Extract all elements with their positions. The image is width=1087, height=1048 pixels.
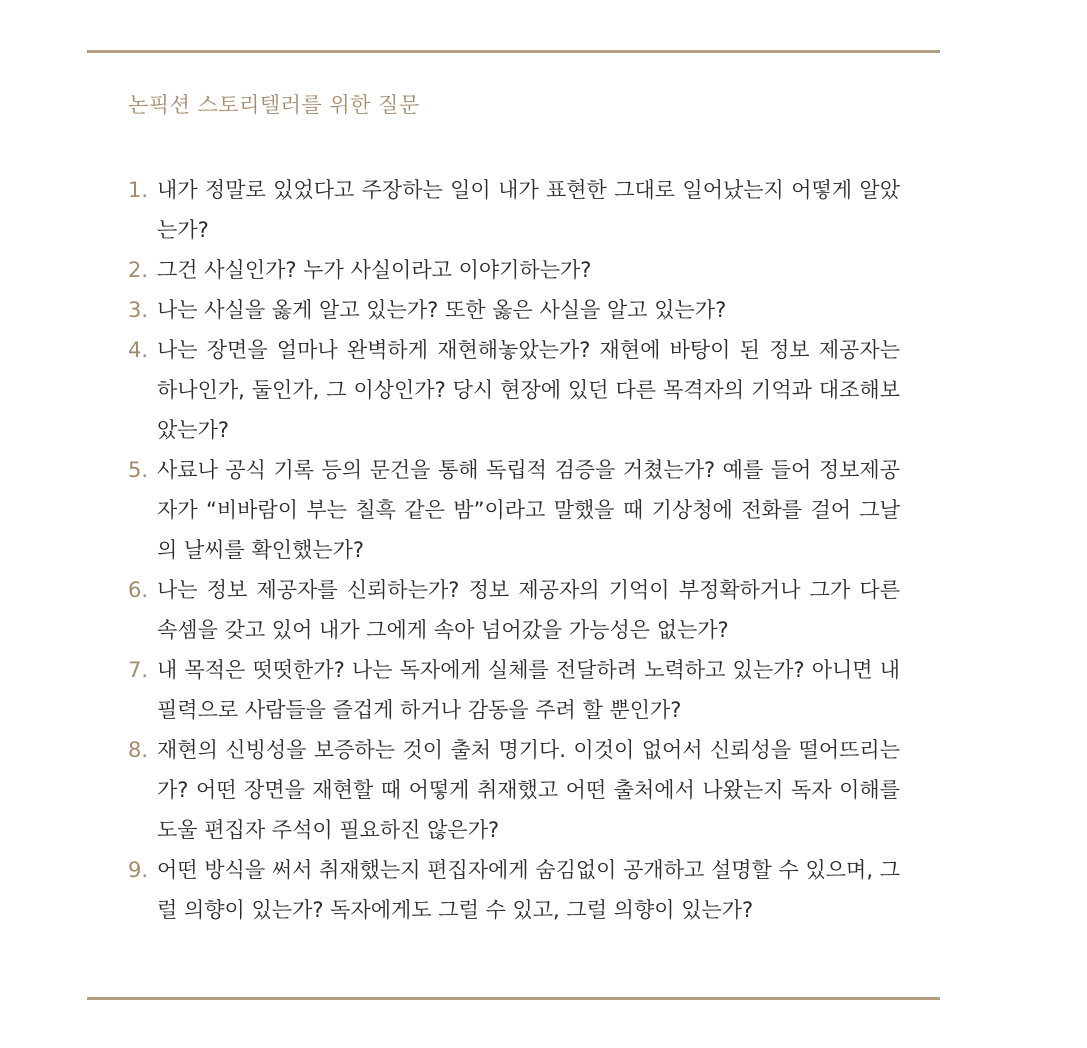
question-number: 4.: [128, 338, 149, 362]
box-title: 논픽션 스토리텔러를 위한 질문: [128, 93, 420, 117]
question-text: 나는 사실을 옳게 알고 있는가? 또한 옳은 사실을 알고 있는가?: [157, 298, 727, 322]
question-item-3: [128, 290, 900, 330]
question-list: [128, 170, 900, 930]
question-item-2: [128, 250, 900, 290]
question-item-1: [128, 170, 900, 250]
question-number: 8.: [128, 738, 149, 762]
question-number: 7.: [128, 658, 149, 682]
question-number: 6.: [128, 578, 149, 602]
question-text: 사료나 공식 기록 등의 문건을 통해 독립적 검증을 거쳤는가? 예를 들어 정보제공자가 “비바람이 부는 칠흑 같은 밤”이라고 말했을 때 기상청에 전화를 걸어 그날의 날씨를 확인했는가?: [157, 458, 900, 562]
question-number: 9.: [128, 858, 149, 882]
question-item-5: [128, 450, 900, 570]
question-number: 1.: [128, 178, 149, 202]
question-item-8: [128, 730, 900, 850]
question-item-6: [128, 570, 900, 650]
question-number: 5.: [128, 458, 149, 482]
question-text: 그건 사실인가? 누가 사실이라고 이야기하는가?: [157, 258, 592, 282]
question-item-9: [128, 850, 900, 930]
question-text: 내 목적은 떳떳한가? 나는 독자에게 실체를 전달하려 노력하고 있는가? 아니면 내 필력으로 사람들을 즐겁게 하거나 감동을 주려 할 뿐인가?: [157, 658, 900, 722]
question-text: 내가 정말로 있었다고 주장하는 일이 내가 표현한 그대로 일어났는지 어떻게 알았는가?: [157, 178, 900, 242]
question-number: 2.: [128, 258, 149, 282]
question-text: 나는 장면을 얼마나 완벽하게 재현해놓았는가? 재현에 바탕이 된 정보 제공자는 하나인가, 둘인가, 그 이상인가? 당시 현장에 있던 다른 목격자의 기억과 대조해보았는가?: [157, 338, 900, 442]
top-divider: [87, 50, 940, 53]
question-text: 어떤 방식을 써서 취재했는지 편집자에게 숨김없이 공개하고 설명할 수 있으며, 그럴 의향이 있는가? 독자에게도 그럴 수 있고, 그럴 의향이 있는가?: [157, 858, 900, 922]
bottom-divider: [87, 997, 940, 1000]
question-number: 3.: [128, 298, 149, 322]
question-item-4: [128, 330, 900, 450]
question-text: 재현의 신빙성을 보증하는 것이 출처 명기다. 이것이 없어서 신뢰성을 떨어뜨리는가? 어떤 장면을 재현할 때 어떻게 취재했고 어떤 출처에서 나왔는지 독자 이해를 도울 편집자 주석이 필요하진 않은가?: [157, 738, 900, 842]
question-item-7: [128, 650, 900, 730]
question-text: 나는 정보 제공자를 신뢰하는가? 정보 제공자의 기억이 부정확하거나 그가 다른 속셈을 갖고 있어 내가 그에게 속아 넘어갔을 가능성은 없는가?: [157, 578, 900, 642]
